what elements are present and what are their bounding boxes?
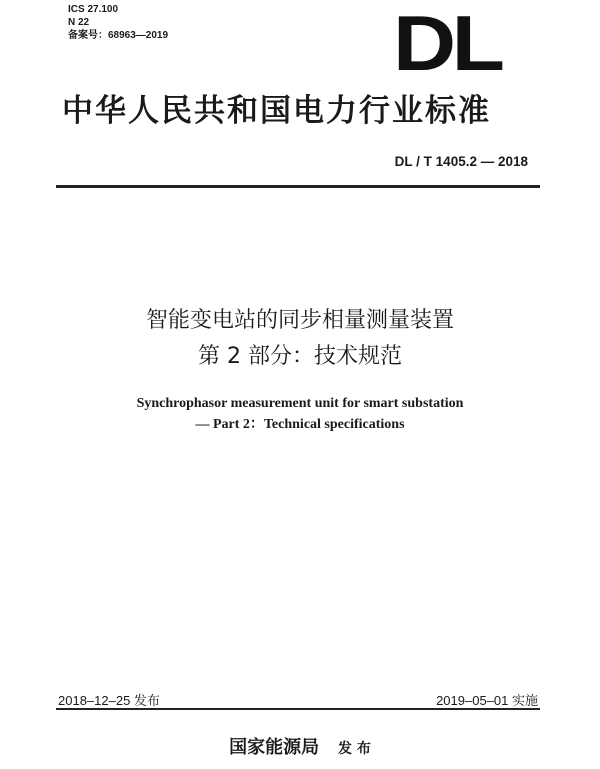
standard-issuer-name: 中华人民共和国电力行业标准 bbox=[62, 93, 491, 129]
top-divider bbox=[56, 185, 540, 188]
dl-logo: DL bbox=[393, 0, 501, 87]
record-number: 备案号：68963—2019 bbox=[68, 30, 169, 41]
standard-code: DL / T 1405.2 — 2018 bbox=[394, 154, 528, 169]
publisher-name: 国家能源局 bbox=[229, 737, 320, 758]
title-chinese-line2: 第 2 部分：技术规范 bbox=[198, 344, 402, 369]
title-english-line2: — Part 2：Technical specifications bbox=[195, 417, 405, 432]
ics-code: ICS 27.100 bbox=[68, 4, 119, 15]
classification-code: N 22 bbox=[68, 17, 90, 28]
implementation-date: 2019–05–01 实施 bbox=[436, 693, 538, 708]
issue-date: 2018–12–25 发布 bbox=[58, 693, 160, 708]
publisher-line bbox=[0, 733, 600, 759]
bottom-divider bbox=[56, 708, 540, 710]
title-chinese-line1: 智能变电站的同步相量测量装置 bbox=[145, 308, 454, 333]
title-english-line1: Synchrophasor measurement unit for smart substation bbox=[136, 396, 464, 411]
publish-label: 发 布 bbox=[337, 741, 371, 757]
